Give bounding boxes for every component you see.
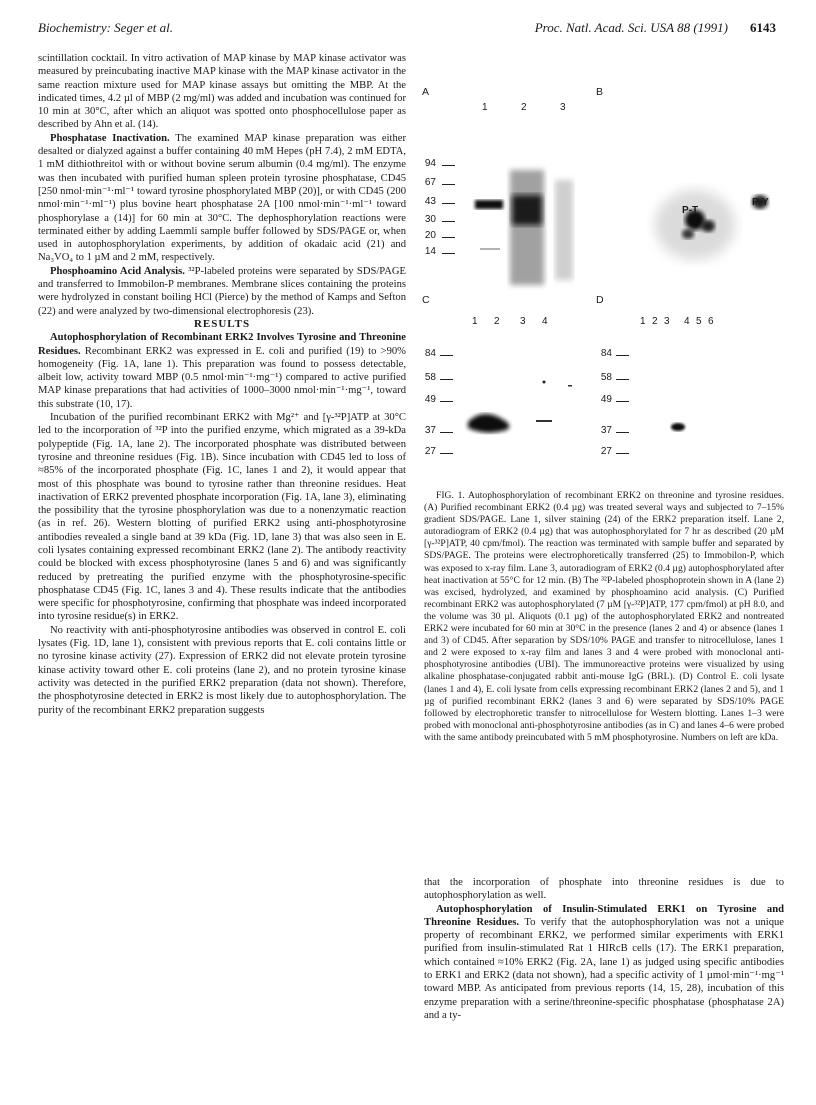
- mw-marker: 37: [424, 425, 436, 436]
- panel-label-b: B: [596, 86, 604, 98]
- paragraph-phosphoamino: [38, 265, 406, 318]
- subsection-heading: Autophosphorylation of Insulin-Stimulated ERK1 on Tyrosine and Threonine Residues.: [424, 903, 784, 928]
- lane-number: 2: [494, 316, 500, 327]
- lane-number: 4: [684, 316, 690, 327]
- marker-tick: [616, 453, 629, 454]
- gel-image-a: [460, 140, 610, 290]
- lane-number: 4: [542, 316, 548, 327]
- panel-label-d: D: [596, 294, 604, 306]
- mw-marker: 30: [424, 214, 436, 225]
- marker-tick: [442, 203, 455, 204]
- lane-number: 2: [521, 102, 527, 113]
- paragraph: scintillation cocktail. In vitro activation of MAP kinase by MAP kinase activator was measured by preincubating inactive MAP kinase with the MAP kinase activator in the same reaction mixture used for MAP kinase assays but omitting the MBP. At the indicated times, 4.2 µl of MBP (2 mg/ml) was added and incubation was continued for 10 min at 30°C, after which an aliquot was spotted onto phosphocellulose paper as described by Ahn et al. (14).: [38, 53, 406, 131]
- mw-marker: 43: [424, 196, 436, 207]
- subsection-heading: Autophosphorylation of Recombinant ERK2 Involves Tyrosine and Threonine Residues.: [38, 332, 406, 357]
- figure-1: [420, 80, 790, 480]
- paragraph-body: To verify that the autophosphorylation was not a unique property of recombinant ERK2, we performed similar experiments with ERK1 purified from insulin-stimulated Rat 1 HIRcB cells (17). The ERK1 preparation, which contained ≈10% ERK2 (Fig. 2A, lane 1) as judged using specific antibodies to ERK1 and ERK2 (data not shown), had a specific activity of 1 µmol·min⁻¹·mg⁻¹ toward MBP. As anticipated from previous reports (14, 15, 28), incubation of this enzyme preparation with a serine/threonine-specific phosphatase (phosphatase 2A) and a ty-: [424, 916, 784, 1021]
- panel-label-a: A: [422, 86, 430, 98]
- run-in-heading: Phosphatase Inactivation.: [50, 132, 170, 144]
- lane-number: 3: [560, 102, 566, 113]
- paragraph: No reactivity with anti-phosphotyrosine antibodies was observed in control E. coli lysates (Fig. 1D, lane 1), consistent with previous reports that E. coli contains little or no tyrosine kinase activity (27). Expression of ERK2 did not elevate protein tyrosine kinase activity toward other E. coli proteins (lane 2), and no protein tyrosine kinase activity was detected in the purified ERK2 preparation (data not shown). Therefore, the phosphotyrosine detected in ERK2 is most likely due to autophosphorylation. The purity of the recombinant ERK2 preparation suggests: [38, 624, 406, 716]
- mw-marker: 49: [600, 394, 612, 405]
- lane-number: 5: [696, 316, 702, 327]
- running-header-left: Biochemistry: Seger et al.: [38, 20, 174, 35]
- panel-label-c: C: [422, 294, 430, 306]
- left-column: [38, 52, 406, 717]
- mw-marker: 49: [424, 394, 436, 405]
- mw-marker: 27: [600, 446, 612, 457]
- mw-marker: 94: [424, 158, 436, 169]
- paragraph: that the incorporation of phosphate into threonine residues is due to autophosphorylation as well.: [424, 877, 784, 902]
- lane-number: 2: [652, 316, 658, 327]
- marker-tick: [440, 379, 453, 380]
- paragraph: Incubation of the purified recombinant ERK2 with Mg²⁺ and [γ-³²P]ATP at 30°C led to the incorporation of ³²P into the purified enzyme, which migrated as a 39-kDa polypeptide (Fig. 1A, lane 2). The incorporated phosphate was distributed between tyrosine and threonine residues (Fig. 1B). Since incubation with CD45 led to loss of ≈85% of the incorporated phosphate (Fig. 1C, lanes 1 and 2), it would appear that most of this phosphate was bound to tyrosine rather than threonine residues. Heat inactivation of ERK2 prevented phosphate incorporation (Fig. 1A, lane 3), eliminating the possibility that the tyrosine phosphorylation was due to a nonenzymatic reaction (as in ref. 26). Western blotting of purified ERK2 using anti-phosphotyrosine antibodies revealed a single band at 39 kDa (Fig. 1D, lane 3) that was also seen in E. coli lysates containing expressed recombinant ERK2 (lane 2). The antibody reactivity could be blocked with excess phosphotyrosine (lanes 5 and 6) and was significantly reduced by pretreating the purified enzyme with the phosphotyrosine-specific phosphatase CD45 (Fig. 1C, lanes 3 and 4). These results indicate that the antibodies were specific for phosphotyrosine, confirming that phosphate was indeed incorporated into tyrosine residue(s) in ERK2.: [38, 412, 406, 623]
- marker-tick: [440, 401, 453, 402]
- caption-text: FIG. 1. Autophosphorylation of recombinant ERK2 on threonine and tyrosine residues. (A) Purified recombinant ERK2 (0.4 µg) was treated several ways and subjected to 7–15% gradient SDS/PAGE. Lane 1, silver staining (24) of the ERK2 preparation itself. Lane 2, autoradiogram of ERK2 (0.4 µg) that was autophosphorylated for 7 hr as described (20 µM [γ-³²P]ATP, 40 cpm/fmol). The reaction was terminated with sample buffer and separated by SDS/PAGE. The proteins were electrophoretically transferred (25) to Immobilon-P, which was exposed to x-ray film. Lane 3, autoradiogram of ERK2 (0.4 µg) autophosphorylated after heat inactivation at 55°C for 12 min. (B) The ³²P-labeled phosphoprotein shown in A (lane 2) was excised, hydrolyzed, and examined by phosphoamino acid analysis. (C) Purified recombinant ERK2 was autophosphorylated (7 µM [γ-³²P]ATP, 177 cpm/fmol) at pH 8.0, and the volume was 30 µl. Aliquots (0.1 µg) of the autophosphorylated ERK2 and nontreated ERK2 were incubated for 60 min at 30°C in the presence (lanes 2 and 4) or absence (lanes 1 and 3) of CD45. After separation by SDS/10% PAGE and transfer to nitrocellulose, lanes 1 and 2 were exposed to x-ray film and lanes 3 and 4 were probed with monoclonal anti-phosphotyrosine antibodies (UBI). The immunoreactive proteins were visualized by using alkaline phosphatase-conjugated rabbit anti-mouse IgG (BRL). (D) Control E. coli lysate (lanes 1 and 4), E. coli lysate from cells expressing recombinant ERK2 (lanes 2 and 5), and 1 µg of purified recombinant ERK2 (lanes 3 and 6) were separated by SDS/10% PAGE followed by electrophoretic transfer to nitrocellulose for Western blotting. Lanes 1–3 were probed with monoclonal anti-phosphotyrosine antibodies (as in C) and lanes 4–6 were probed with the same antibody preincubated with 5 mM phosphotyrosine. Numbers on left are kDa.: [424, 490, 784, 743]
- mw-marker: 58: [600, 372, 612, 383]
- marker-tick: [616, 379, 629, 380]
- run-in-heading: Phosphoamino Acid Analysis.: [50, 265, 185, 277]
- tlc-image-b: [600, 150, 790, 290]
- lane-number: 3: [520, 316, 526, 327]
- paragraph-body: The examined MAP kinase preparation was either desalted or dialyzed against a buffer containing 40 mM Hepes (pH 7.4), 2 mM EDTA, 1 mM dithiothreitol with or without bovine serum albumin (0.4 mg/ml). The enzyme was then incubated with purified human spleen protein tyrosine phosphatase, CD45 [250 nmol·min⁻¹·ml⁻¹ toward tyrosine phosphorylated MBP (20)], or with CD45 (200 nmol·min⁻¹·ml⁻¹) plus bovine heart phosphatase 2A [100 nmol·min⁻¹·ml⁻¹ toward phosphorylase a (14)] for 60 min at 30°C. The dephosphorylation reactions were terminated either by adding Laemmli sample buffer followed by SDS/PAGE or, when used in autophosphorylation experiments, by addition of okadaic acid (21) and Na₃VO₄ to 1 µM and 2 mM, respectively.: [38, 132, 406, 264]
- mw-marker: 27: [424, 446, 436, 457]
- right-column: [424, 876, 784, 1022]
- marker-tick: [440, 453, 453, 454]
- paragraph-erk1: [424, 903, 784, 1023]
- mw-marker: 58: [424, 372, 436, 383]
- western-blot-d: [660, 410, 700, 440]
- mw-marker: 67: [424, 177, 436, 188]
- lane-number: 3: [664, 316, 670, 327]
- marker-tick: [442, 237, 455, 238]
- paragraph-body: ³²P-labeled proteins were separated by SDS/PAGE and transferred to Immobilon-P membranes. Membrane slices containing the proteins were hydrolyzed in constant boiling HCl (Pierce) by the method of Kamps and Sefton (22) and were analyzed by two-dimensional electrophoresis (23).: [38, 265, 406, 317]
- western-blot-c: [456, 370, 586, 450]
- paragraph-body: Recombinant ERK2 was expressed in E. coli and purified (19) to >90% homogeneity (Fig. 1A, lane 1). This preparation was found to possess detectable, albeit low, activity toward MBP (0.5 nmol·min⁻¹·mg⁻¹) compared to active purified MAP kinase preparations that had activities of 1000–3000 nmol·min⁻¹·mg⁻¹, toward this substrate (10, 17).: [38, 345, 406, 410]
- marker-tick: [442, 253, 455, 254]
- section-title: RESULTS: [193, 317, 251, 330]
- mw-marker: 14: [424, 246, 436, 257]
- spot-label-py: P-Y: [752, 197, 769, 208]
- marker-tick: [616, 401, 629, 402]
- mw-marker: 37: [600, 425, 612, 436]
- running-header-right: [535, 20, 776, 36]
- mw-marker: 84: [424, 348, 436, 359]
- spot-label-pt: P-T: [682, 205, 699, 216]
- marker-tick: [442, 184, 455, 185]
- marker-tick: [442, 221, 455, 222]
- marker-tick: [442, 165, 455, 166]
- page-number: 6143: [750, 20, 776, 35]
- figure-caption: [424, 490, 784, 744]
- journal-citation: Proc. Natl. Acad. Sci. USA 88 (1991): [534, 20, 728, 35]
- mw-marker: 20: [424, 230, 436, 241]
- lane-number: 6: [708, 316, 714, 327]
- lane-number: 1: [482, 102, 488, 113]
- marker-tick: [440, 432, 453, 433]
- paragraph-autophos: [38, 331, 406, 411]
- marker-tick: [616, 432, 629, 433]
- marker-tick: [616, 355, 629, 356]
- paragraph-phosphatase: [38, 132, 406, 265]
- marker-tick: [440, 355, 453, 356]
- lane-number: 1: [472, 316, 478, 327]
- mw-marker: 84: [600, 348, 612, 359]
- lane-number: 1: [640, 316, 646, 327]
